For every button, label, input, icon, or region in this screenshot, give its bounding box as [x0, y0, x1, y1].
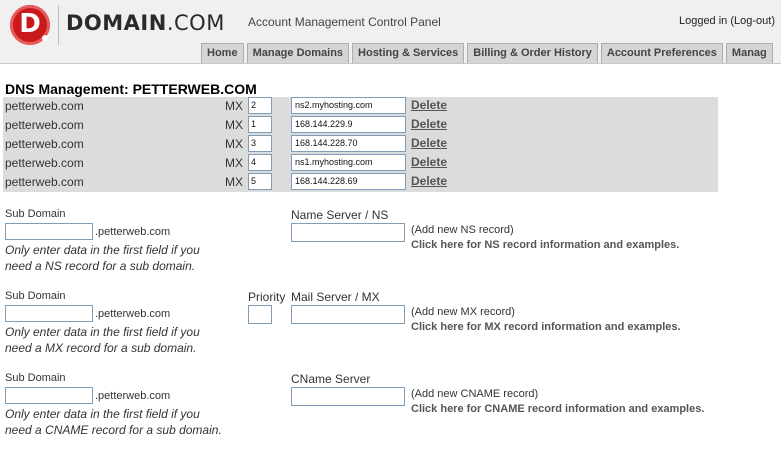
logo-text	[66, 11, 225, 35]
mx-priority-input[interactable]	[248, 305, 272, 324]
table-row	[3, 116, 718, 135]
logo-text-thin: .COM	[166, 11, 225, 35]
table-row	[3, 154, 718, 173]
tab-manage-domains[interactable]: Manage Domains	[247, 43, 349, 63]
cname-hint-line2: need a CNAME record for a sub domain.	[5, 423, 222, 437]
logout-link[interactable]: Log-out	[734, 15, 772, 27]
table-row	[3, 97, 718, 116]
record-type: MX	[225, 137, 243, 151]
record-type: MX	[225, 99, 243, 113]
ns-domain-suffix: .petterweb.com	[95, 226, 171, 238]
logo-badge-dot	[42, 35, 48, 41]
cname-hint-line1: Only enter data in the first field if you	[5, 407, 200, 421]
cname-server-input[interactable]	[291, 387, 405, 406]
record-host: petterweb.com	[5, 156, 84, 170]
ns-server-input[interactable]	[291, 223, 405, 242]
mx-hint-line2: need a MX record for a sub domain.	[5, 341, 197, 355]
record-host: petterweb.com	[5, 137, 84, 151]
main-nav-tabs	[201, 43, 773, 64]
login-status	[679, 15, 775, 27]
logged-in-close: )	[771, 15, 775, 27]
ns-subdomain-input[interactable]	[5, 223, 93, 240]
cname-domain-suffix: .petterweb.com	[95, 390, 171, 402]
logged-in-text: Logged in (	[678, 15, 735, 27]
mx-info-link[interactable]: Click here for MX record information and examples.	[411, 321, 681, 333]
logo-badge-icon	[10, 5, 50, 45]
logo-divider	[58, 5, 59, 45]
dns-records-table	[3, 97, 718, 192]
cname-hint	[5, 406, 222, 438]
panel-title: Account Management Control Panel	[248, 15, 441, 29]
record-host: petterweb.com	[5, 99, 84, 113]
cname-server-label: CName Server	[291, 372, 371, 386]
record-value-input[interactable]: 168.144.228.69	[291, 173, 406, 190]
ns-hint-line2: need a NS record for a sub domain.	[5, 259, 196, 273]
mx-server-label: Mail Server / MX	[291, 290, 380, 304]
cname-add-note: (Add new CNAME record)	[411, 388, 539, 400]
table-row	[3, 173, 718, 192]
cname-info-link[interactable]: Click here for CNAME record information and examples.	[411, 403, 705, 415]
delete-record-link[interactable]: Delete	[411, 174, 448, 188]
record-host: petterweb.com	[5, 175, 84, 189]
mx-priority-label: Priority	[248, 290, 286, 304]
top-bar	[0, 0, 781, 64]
ns-server-label: Name Server / NS	[291, 208, 389, 222]
record-value-input[interactable]: 168.144.228.70	[291, 135, 406, 152]
page-title: DNS Management: PETTERWEB.COM	[5, 81, 257, 97]
mx-hint-line1: Only enter data in the first field if you	[5, 325, 200, 339]
mx-subdomain-label: Sub Domain	[5, 290, 66, 302]
tab-home[interactable]: Home	[201, 43, 244, 63]
tab-hosting-services[interactable]: Hosting & Services	[352, 43, 464, 63]
mx-domain-suffix: .petterweb.com	[95, 308, 171, 320]
cname-subdomain-label: Sub Domain	[5, 372, 66, 384]
record-type: MX	[225, 156, 243, 170]
tab-divider-line	[0, 63, 781, 64]
ns-subdomain-label: Sub Domain	[5, 208, 66, 220]
record-value-input[interactable]: 168.144.229.9	[291, 116, 406, 133]
mx-hint	[5, 324, 200, 356]
tab-manage-truncated[interactable]: Manag	[726, 43, 773, 63]
delete-record-link[interactable]: Delete	[411, 98, 448, 112]
record-type: MX	[225, 175, 243, 189]
record-priority-input[interactable]: 1	[248, 116, 272, 133]
ns-hint-line1: Only enter data in the first field if you	[5, 243, 200, 257]
ns-info-link[interactable]: Click here for NS record information and examples.	[411, 239, 680, 251]
record-priority-input[interactable]: 3	[248, 135, 272, 152]
ns-hint	[5, 242, 200, 274]
domain-logo[interactable]	[8, 5, 225, 47]
delete-record-link[interactable]: Delete	[411, 117, 448, 131]
tab-billing-order-history[interactable]: Billing & Order History	[467, 43, 598, 63]
record-value-input[interactable]: ns1.myhosting.com	[291, 154, 406, 171]
record-priority-input[interactable]: 4	[248, 154, 272, 171]
cname-subdomain-input[interactable]	[5, 387, 93, 404]
mx-server-input[interactable]	[291, 305, 405, 324]
record-priority-input[interactable]: 5	[248, 173, 272, 190]
delete-record-link[interactable]: Delete	[411, 155, 448, 169]
mx-add-note: (Add new MX record)	[411, 306, 515, 318]
mx-subdomain-input[interactable]	[5, 305, 93, 322]
logo-text-bold: DOMAIN	[66, 11, 167, 35]
record-type: MX	[225, 118, 243, 132]
delete-record-link[interactable]: Delete	[411, 136, 448, 150]
logo-badge-letter: D	[19, 9, 41, 39]
ns-add-note: (Add new NS record)	[411, 224, 514, 236]
tab-account-preferences[interactable]: Account Preferences	[601, 43, 723, 63]
record-value-input[interactable]: ns2.myhosting.com	[291, 97, 406, 114]
record-priority-input[interactable]: 2	[248, 97, 272, 114]
record-host: petterweb.com	[5, 118, 84, 132]
table-row	[3, 135, 718, 154]
